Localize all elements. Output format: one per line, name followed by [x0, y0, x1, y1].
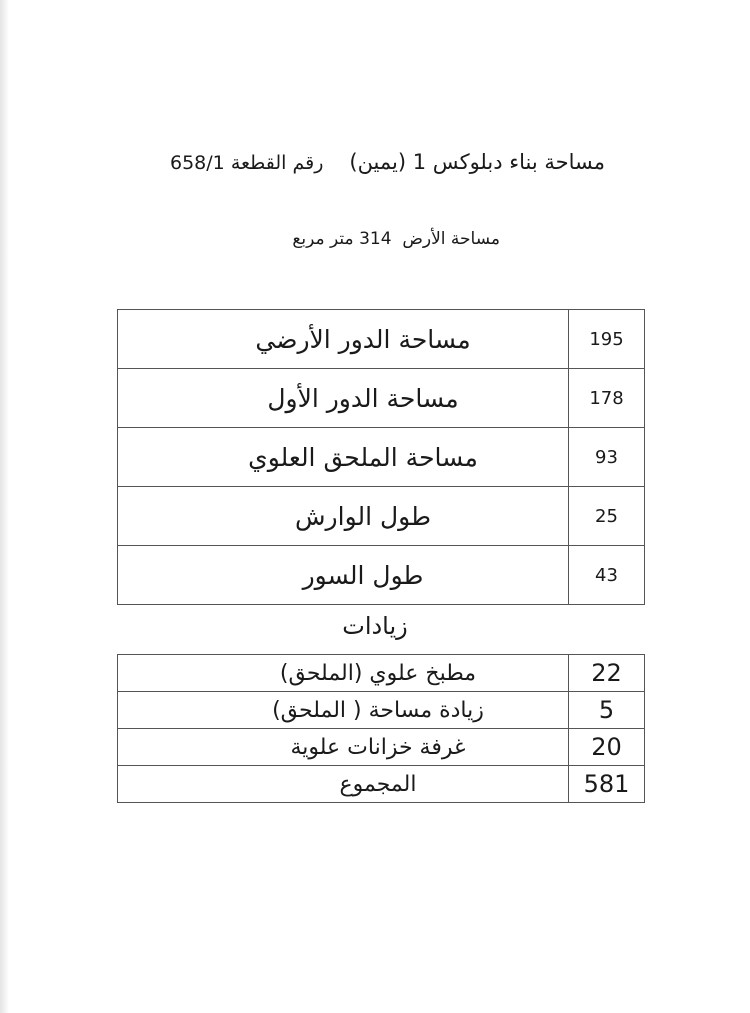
area-value: 25	[569, 487, 645, 546]
page-edge-shadow	[0, 0, 9, 1013]
table-row	[118, 369, 645, 428]
extra-value: 5	[569, 692, 645, 729]
table-row	[118, 428, 645, 487]
land-area-value: 314	[359, 229, 392, 249]
area-label: مساحة الملحق العلوي	[118, 428, 569, 487]
land-area-unit: متر مربع	[292, 229, 354, 249]
total-row	[118, 766, 645, 803]
area-label: طول السور	[118, 546, 569, 605]
title-text: مساحة بناء دبلوكس 1 (يمين)	[349, 150, 605, 174]
area-value: 178	[569, 369, 645, 428]
table-row	[118, 729, 645, 766]
total-value: 581	[569, 766, 645, 803]
extras-table	[117, 654, 645, 803]
areas-table	[117, 309, 645, 605]
extra-label: زيادة مساحة ( الملحق)	[118, 692, 569, 729]
extra-label: مطبخ علوي (الملحق)	[118, 655, 569, 692]
extras-heading: زيادات	[342, 612, 408, 640]
extra-value: 22	[569, 655, 645, 692]
land-area-label: مساحة الأرض	[402, 229, 500, 249]
building-title	[143, 150, 605, 174]
total-label: المجموع	[118, 766, 569, 803]
area-label: طول الوارش	[118, 487, 569, 546]
table-row	[118, 487, 645, 546]
area-label: مساحة الدور الأرضي	[118, 310, 569, 369]
plot-number: 658/1	[170, 152, 225, 174]
area-value: 43	[569, 546, 645, 605]
area-value: 93	[569, 428, 645, 487]
table-row	[118, 310, 645, 369]
area-value: 195	[569, 310, 645, 369]
table-row	[118, 692, 645, 729]
plot-label: رقم القطعة	[230, 152, 324, 174]
plot-info	[170, 152, 323, 174]
extra-label: غرفة خزانات علوية	[118, 729, 569, 766]
area-label: مساحة الدور الأول	[118, 369, 569, 428]
extra-value: 20	[569, 729, 645, 766]
table-row	[118, 655, 645, 692]
land-area-line	[200, 229, 500, 249]
table-row	[118, 546, 645, 605]
